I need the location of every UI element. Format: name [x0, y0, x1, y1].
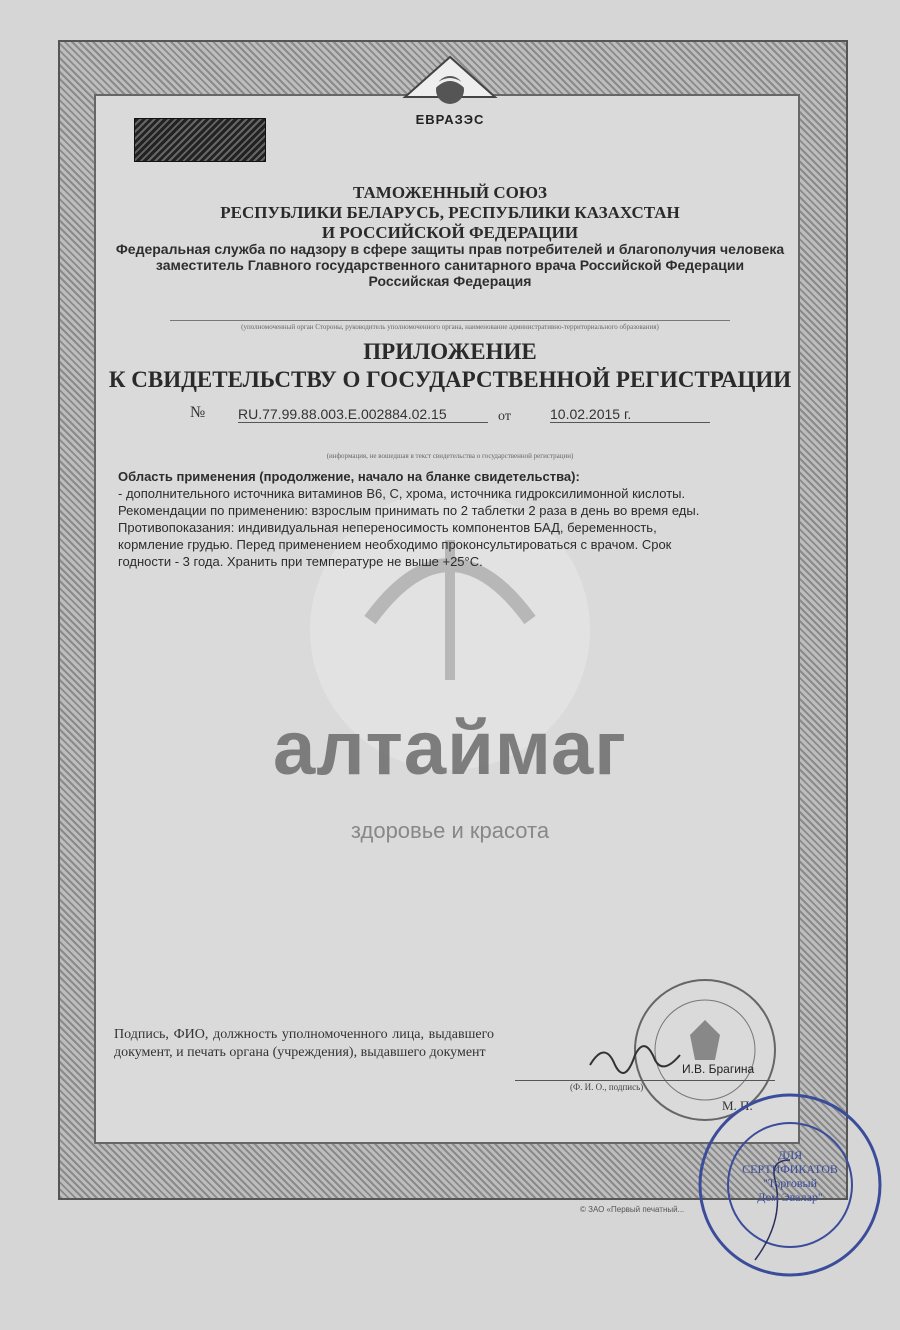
scope-line: Рекомендации по применению: взрослым принимать по 2 таблетки 2 раза в день во время еды. [118, 503, 700, 518]
stamp-line: ДЛЯ [777, 1148, 803, 1162]
registration-date: 10.02.2015 г. [550, 406, 710, 423]
date-label: от [498, 409, 511, 424]
stamp-place-label: М. П. [722, 1098, 753, 1113]
document-title-line2: К СВИДЕТЕЛЬСТВУ О ГОСУДАРСТВЕННОЙ РЕГИСТРАЦИИ [108, 367, 792, 392]
registration-number: RU.77.99.88.003.E.002884.02.15 [238, 406, 488, 423]
watermark-tagline: здоровье и красота [350, 818, 550, 843]
signature-line [515, 1080, 775, 1081]
scope-line: Противопоказания: индивидуальная непереносимость компонентов БАД, беременность, [118, 520, 657, 535]
emblem-label: ЕВРАЗЭС [415, 112, 485, 127]
union-title-line3: И РОССИЙСКОЙ ФЕДЕРАЦИИ [321, 223, 579, 242]
scope-line: годности - 3 года. Хранить при температуре не выше +25°С. [118, 554, 483, 569]
union-title-line1: ТАМОЖЕННЫЙ СОЮЗ [353, 183, 547, 202]
company-stamp-text [695, 1148, 885, 1204]
scope-heading: Область применения (продолжение, начало на бланке свидетельства): [118, 469, 580, 484]
handwritten-signature-icon [585, 1035, 685, 1085]
agency-line2: заместитель Главного государственного санитарного врача Российской Федерации [155, 257, 745, 273]
stamp-line: СЕРТИФИКАТОВ [742, 1162, 838, 1176]
document-title-line1: ПРИЛОЖЕНИЕ [363, 339, 537, 364]
scope-line: кормление грудью. Перед применением необходимо проконсультироваться с врачом. Срок [118, 537, 672, 552]
stamp-line: "Торговый [762, 1176, 818, 1190]
application-scope [118, 468, 788, 570]
number-label: № [190, 404, 206, 421]
agency-caption: (уполномоченный орган Стороны, руководитель уполномоченного органа, наименование административно-территориального образования) [170, 320, 730, 331]
agency-line1: Федеральная служба по надзору в сфере защиты прав потребителей и благополучия человека [115, 241, 785, 257]
printer-imprint: © ЗАО «Первый печатный... [580, 1205, 685, 1214]
signature-label: Подпись, ФИО, должность уполномоченного лица, выдавшего документ, и печать органа (учреждения), выдавшего документ [114, 1027, 494, 1060]
stamp-line: Дом Эвалар" [757, 1190, 823, 1204]
number-caption: (информация, не вошедшая в текст свидетельства о государственной регистрации) [326, 452, 574, 460]
serial-barcode [134, 118, 266, 162]
union-title-line2: РЕСПУБЛИКИ БЕЛАРУСЬ, РЕСПУБЛИКИ КАЗАХСТАН [220, 203, 680, 222]
fio-caption: (Ф. И. О., подпись) [570, 1082, 644, 1092]
watermark-brand: алтаймаг [273, 706, 627, 791]
signer-name: И.В. Брагина [682, 1062, 755, 1076]
scope-line: - дополнительного источника витаминов В6, С, хрома, источника гидроксилимонной кислоты. [118, 486, 686, 501]
registration-number-line [190, 402, 730, 430]
agency-line3: Российская Федерация [368, 273, 532, 289]
